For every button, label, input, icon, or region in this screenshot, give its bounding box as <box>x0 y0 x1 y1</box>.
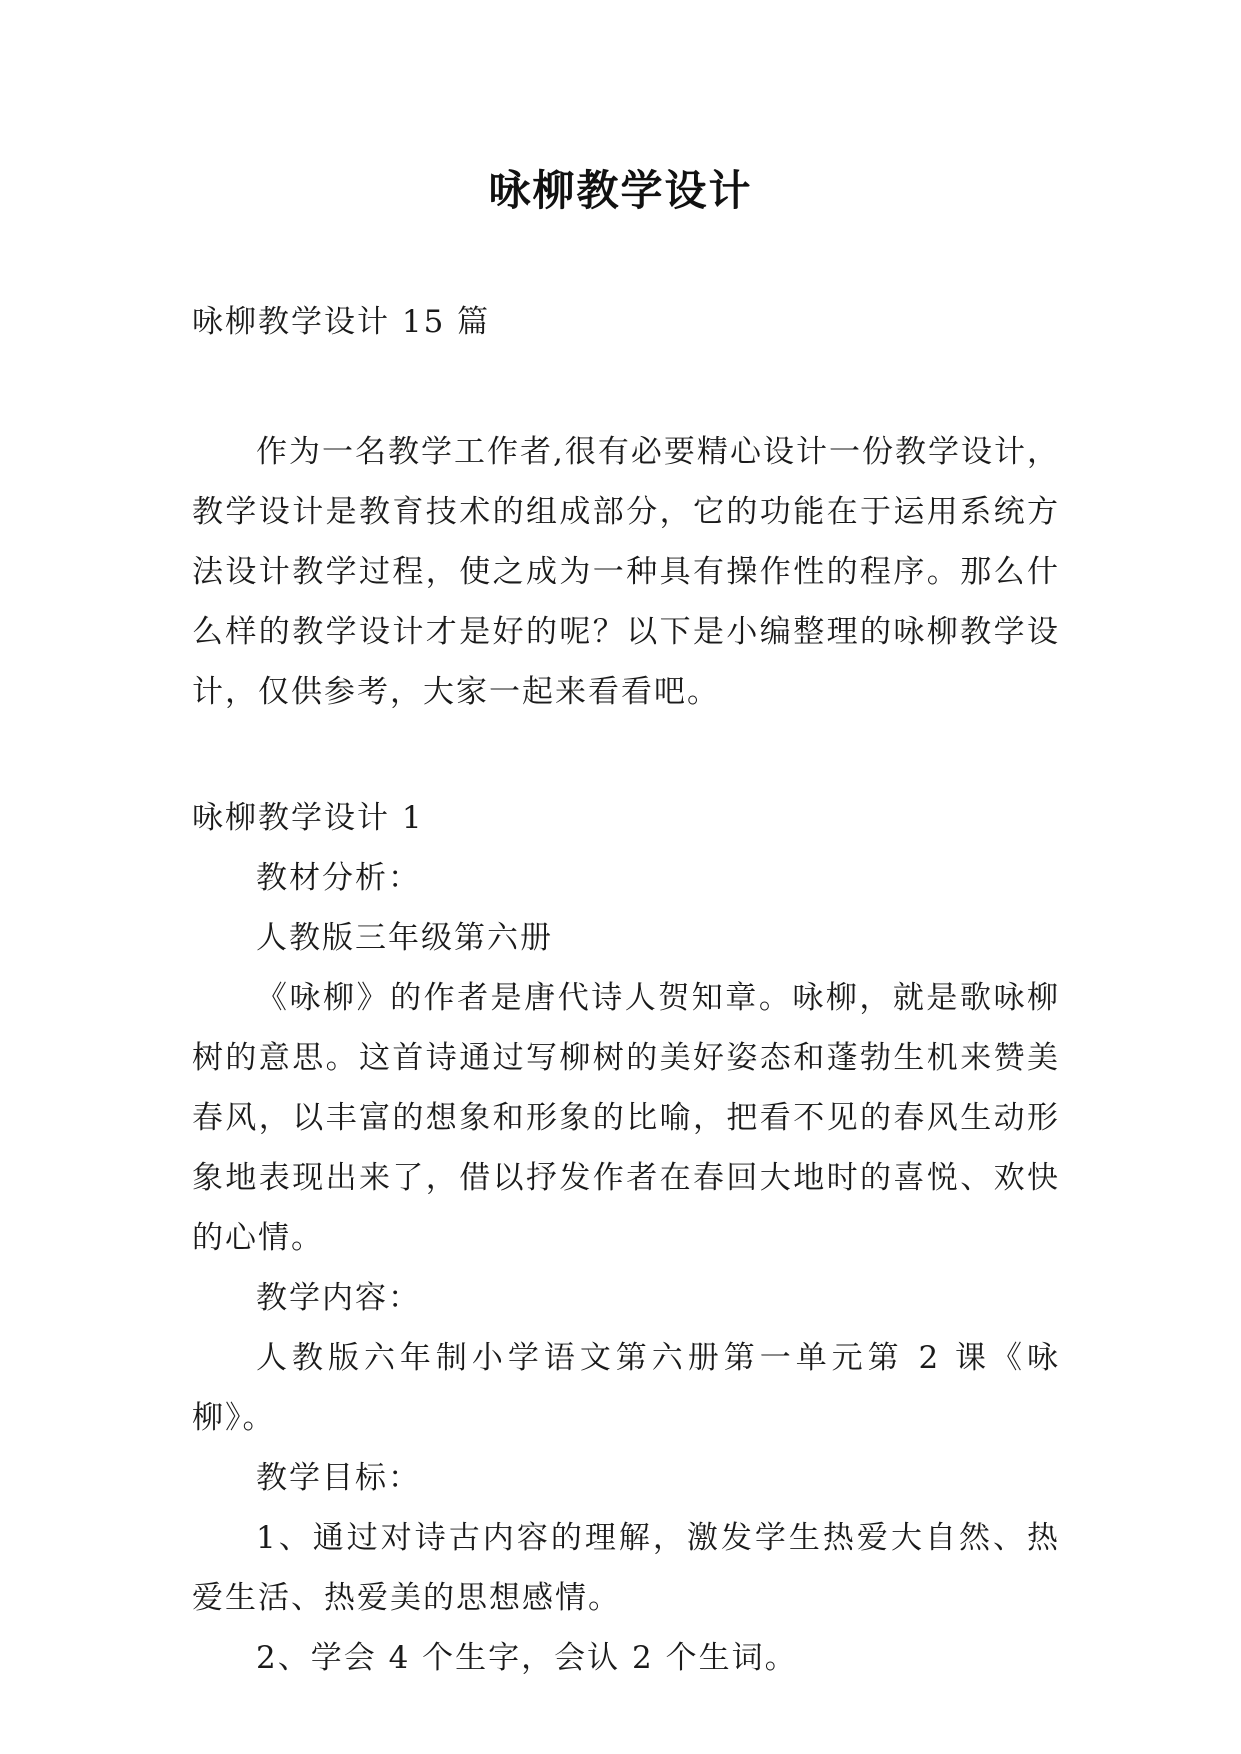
document-body <box>192 292 1060 1688</box>
document-title: 咏柳教学设计 <box>488 166 753 215</box>
material-label: 教材分析： <box>256 860 421 896</box>
material-edition: 人教版三年级第六册 <box>256 920 553 956</box>
goal-item-1: 1、通过对诗古内容的理解，激发学生热爱大自然、热爱生活、热爱美的思想感情。 <box>192 1520 1060 1616</box>
document-subtitle: 咏柳教学设计 15 篇 <box>192 304 491 340</box>
content-label: 教学内容： <box>256 1280 421 1316</box>
spacer <box>192 722 1060 788</box>
goal-label: 教学目标： <box>256 1460 421 1496</box>
goal-item-2: 2、学会 4 个生字，会认 2 个生词。 <box>256 1640 798 1676</box>
spacer <box>192 352 1060 422</box>
material-paragraph: 《咏柳》的作者是唐代诗人贺知章。咏柳，就是歌咏柳树的意思。这首诗通过写柳树的美好姿态和蓬勃生机来赞美春风，以丰富的想象和形象的比喻，把看不见的春风生动形象地表现出来了，借以抒发作者在春回大地时的喜悦、欢快的心情。 <box>192 980 1060 1256</box>
intro-paragraph: 作为一名教学工作者,很有必要精心设计一份教学设计，教学设计是教育技术的组成部分，它的功能在于运用系统方法设计教学过程，使之成为一种具有操作性的程序。那么什么样的教学设计才是好的呢？以下是小编整理的咏柳教学设计，仅供参考，大家一起来看看吧。 <box>192 434 1060 710</box>
content-paragraph: 人教版六年制小学语文第六册第一单元第 2 课《咏柳》。 <box>192 1340 1060 1436</box>
section-heading: 咏柳教学设计 1 <box>192 800 424 836</box>
